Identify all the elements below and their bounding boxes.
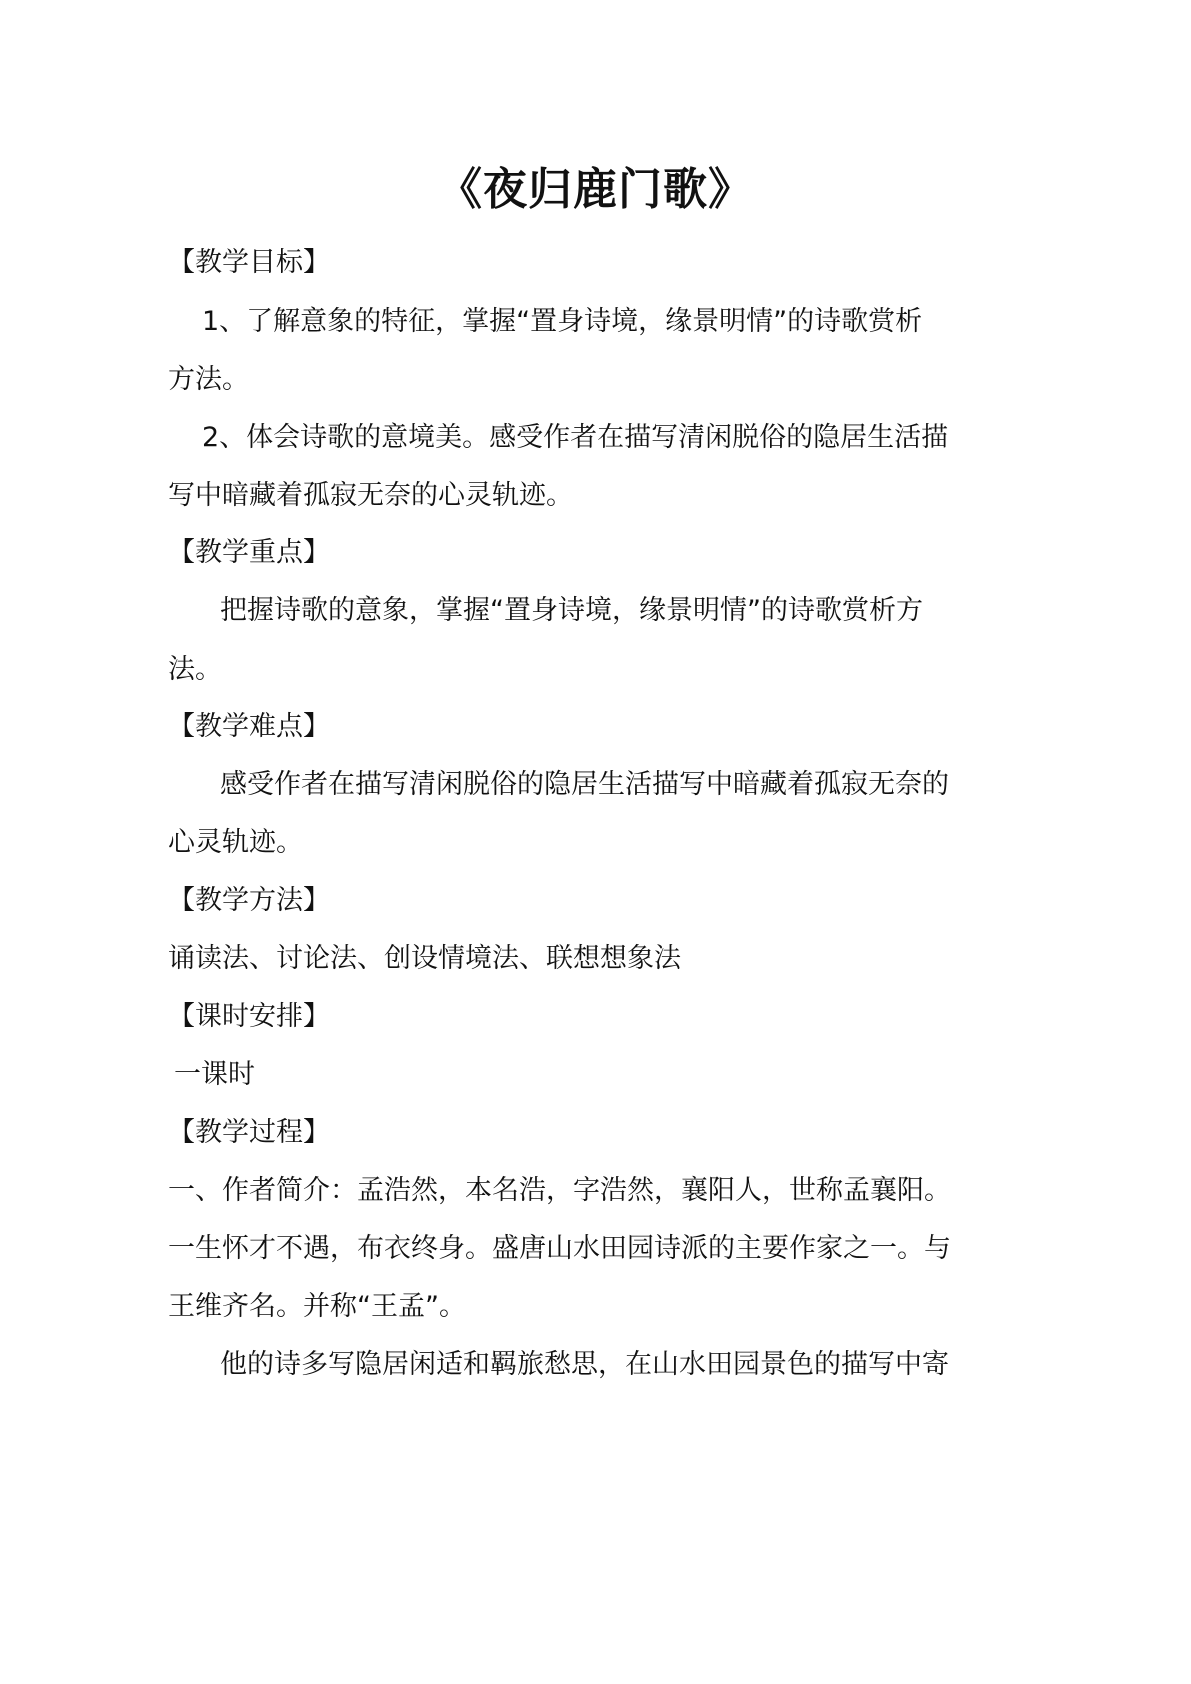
- difficulties-line-2: 心灵轨迹。: [168, 827, 303, 858]
- methods-line-1: 诵读法、讨论法、创设情境法、联想想象法: [168, 943, 681, 974]
- section-heading-difficulties: 【教学难点】: [168, 711, 330, 742]
- difficulties-line-1: 感受作者在描写清闲脱俗的隐居生活描写中暗藏着孤寂无奈的: [220, 769, 949, 800]
- process-line-2: 一生怀才不遇，布衣终身。盛唐山水田园诗派的主要作家之一。与: [168, 1233, 951, 1264]
- process-line-1: 一、作者简介：孟浩然，本名浩，字浩然，襄阳人，世称孟襄阳。: [168, 1175, 951, 1206]
- schedule-line-1: 一课时: [174, 1059, 255, 1090]
- key-points-line-2: 法。: [168, 654, 222, 685]
- section-heading-schedule: 【课时安排】: [168, 1001, 330, 1032]
- section-heading-methods: 【教学方法】: [168, 885, 330, 916]
- key-points-line-1: 把握诗歌的意象，掌握“置身诗境，缘景明情”的诗歌赏析方: [220, 595, 923, 626]
- section-heading-process: 【教学过程】: [168, 1117, 330, 1148]
- objective-item-1-line-2: 方法。: [168, 364, 249, 395]
- document-title: 《夜归鹿门歌》: [438, 164, 753, 215]
- section-heading-key-points: 【教学重点】: [168, 537, 330, 568]
- objective-item-2-line-1: 2、体会诗歌的意境美。感受作者在描写清闲脱俗的隐居生活描: [202, 422, 949, 453]
- section-heading-objectives: 【教学目标】: [168, 247, 330, 278]
- objective-item-2-line-2: 写中暗藏着孤寂无奈的心灵轨迹。: [168, 480, 573, 511]
- process-line-4: 他的诗多写隐居闲适和羁旅愁思，在山水田园景色的描写中寄: [220, 1349, 949, 1380]
- objective-item-1-line-1: 1、了解意象的特征，掌握“置身诗境，缘景明情”的诗歌赏析: [202, 306, 923, 337]
- process-line-3: 王维齐名。并称“王孟”。: [168, 1291, 466, 1322]
